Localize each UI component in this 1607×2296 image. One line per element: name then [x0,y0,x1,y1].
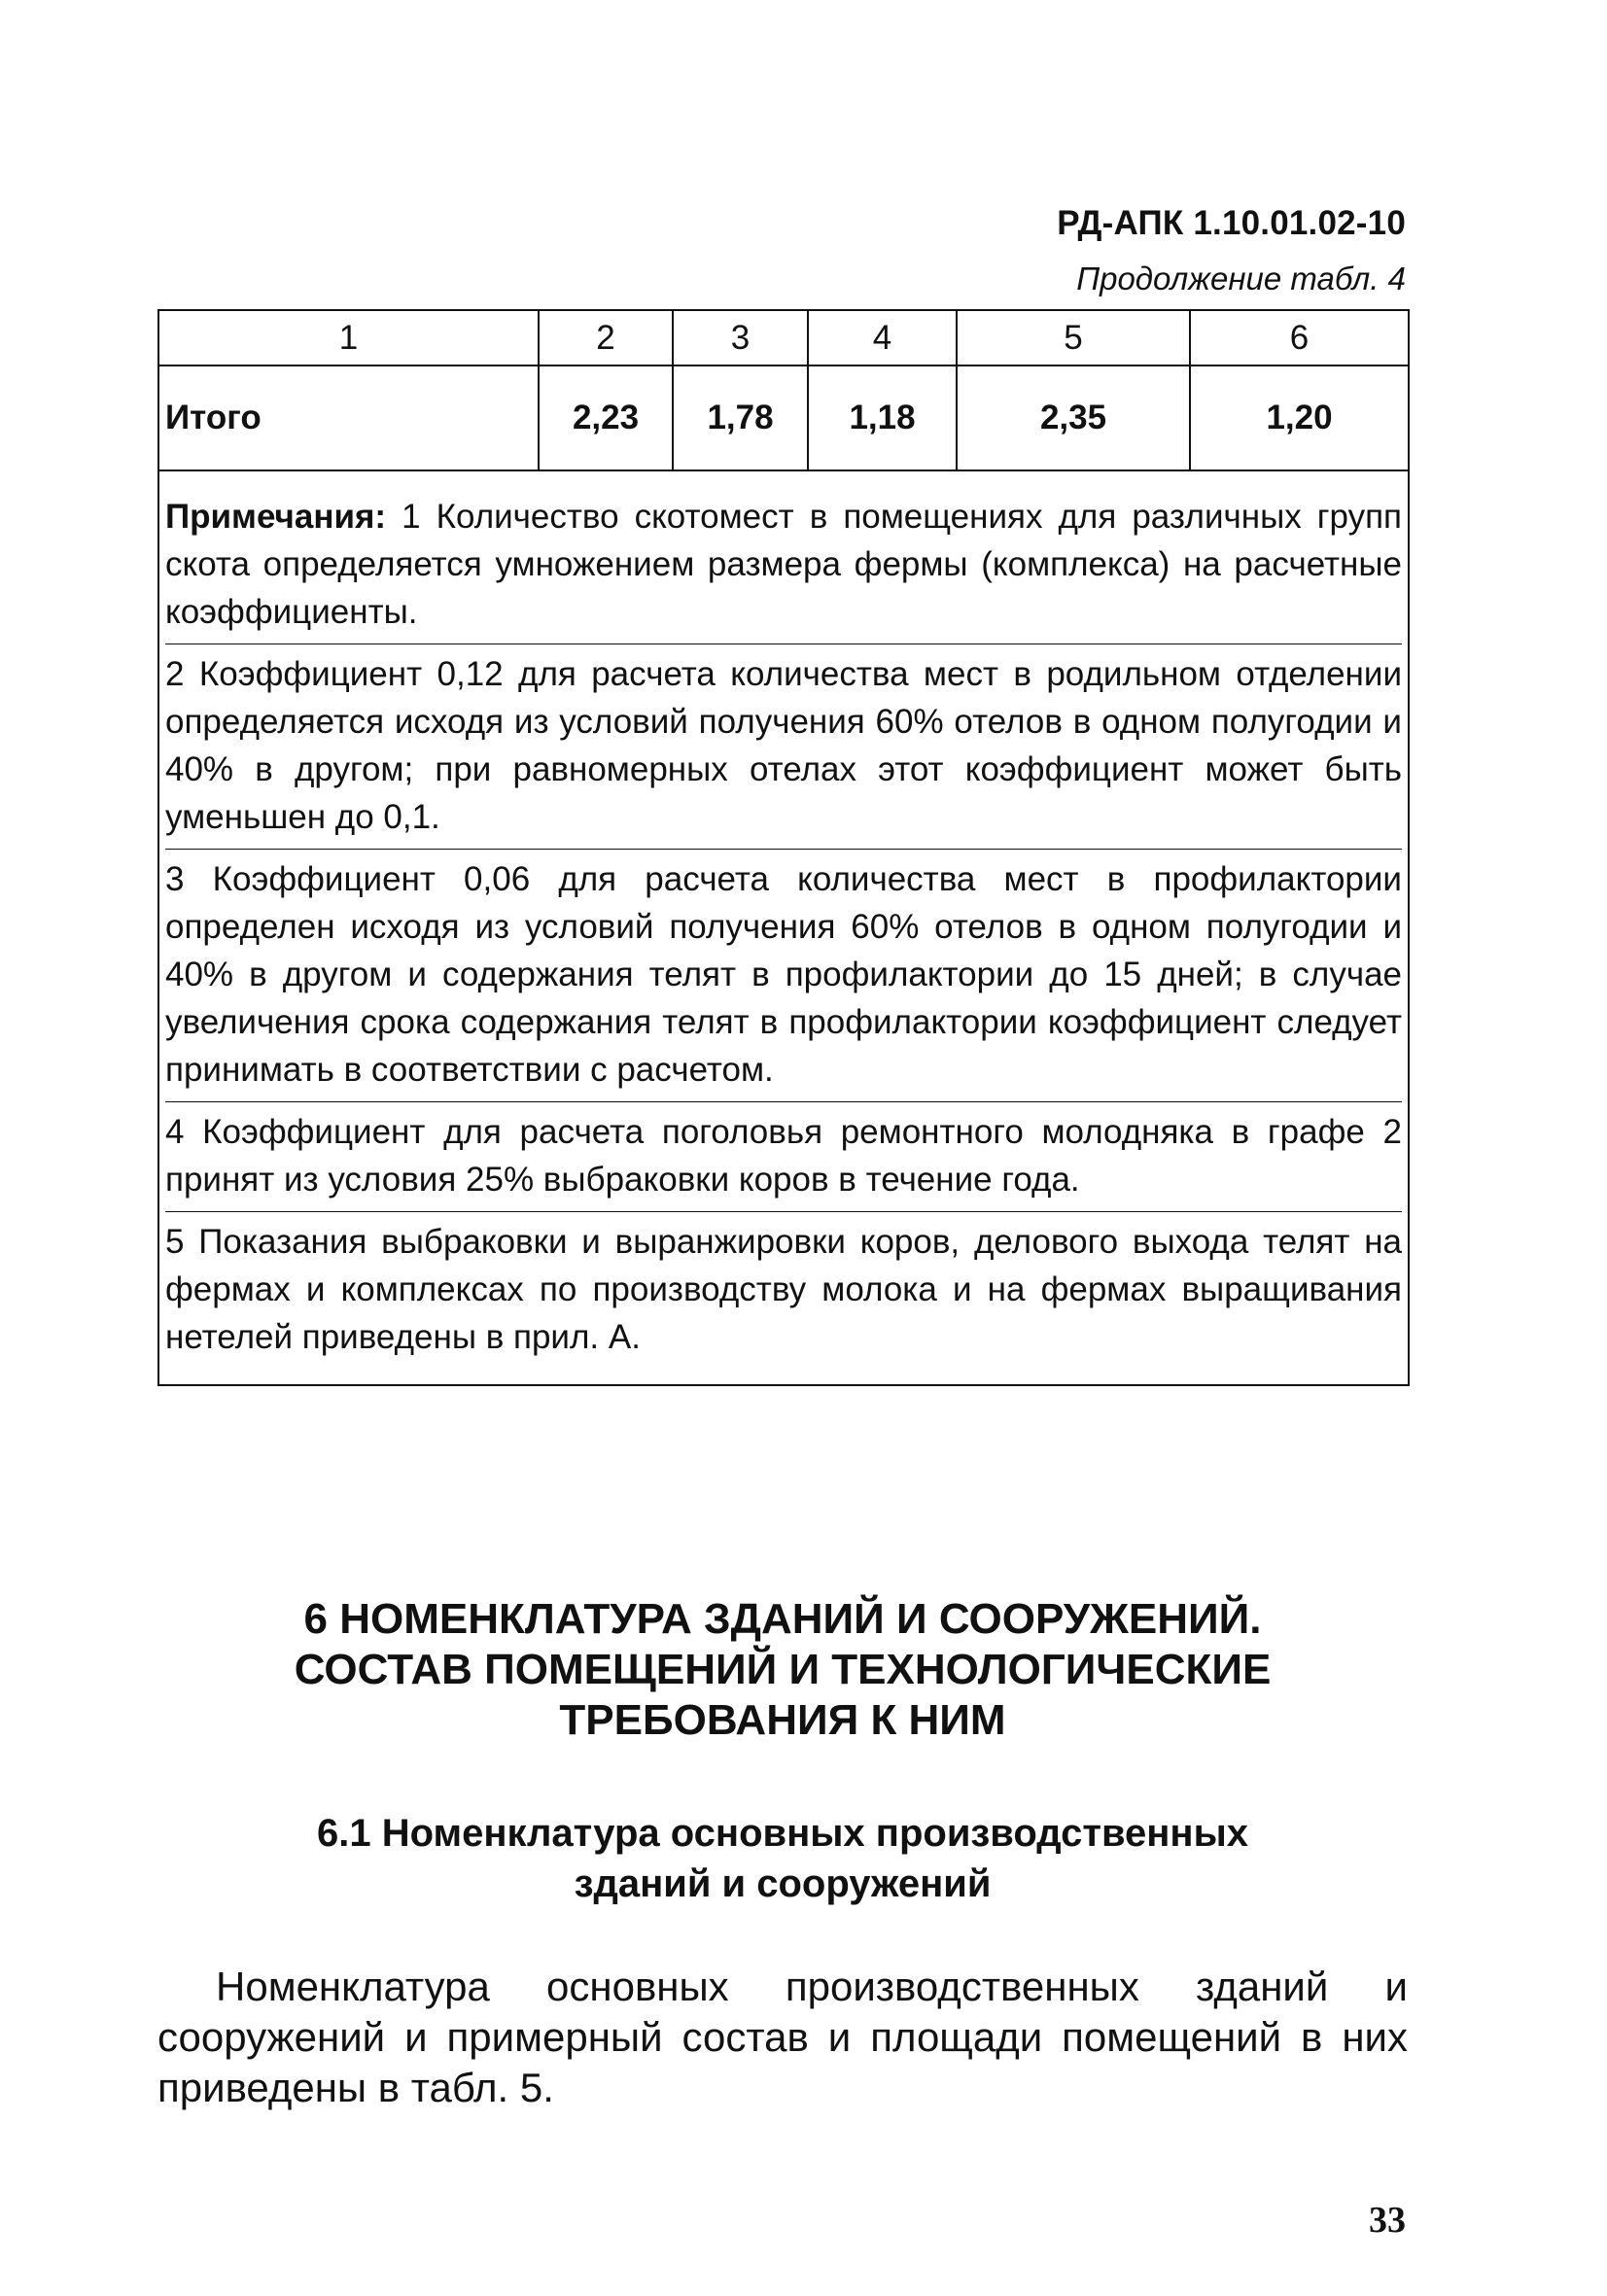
subsection-heading-line: зданий и сооружений [574,1862,992,1905]
total-value: 1,20 [1190,365,1409,470]
column-number: 5 [957,310,1190,365]
total-value: 1,78 [673,365,808,470]
column-number-row [158,310,1409,365]
table-note: 4 Коэффициент для расчета поголовья ремонтного молодняка в графе 2 принят из условия 25% выбраковки коров в течение года. [165,1101,1402,1203]
column-number: 4 [808,310,957,365]
note-text: 1 Количество скотомест в помещениях для различных групп скота определяется умножением размера фермы (комплекса) на расчетные коэффициенты. [165,498,1402,631]
notes-row [158,470,1409,1385]
total-value: 1,18 [808,365,957,470]
notes-cell [158,470,1409,1385]
table-continuation-label: Продолжение табл. 4 [1076,261,1406,296]
section-heading [157,1594,1408,1746]
section-heading-line: 6 НОМЕНКЛАТУРА ЗДАНИЙ И СООРУЖЕНИЙ. [303,1595,1262,1643]
table-note: 2 Коэффициент 0,12 для расчета количества мест в родильном отделении определяется исходя из условий получения 60% отелов в одном полугодии и 40% в другом; при равномерных отелах этот коэффициент может быть уменьшен до 0,1. [165,644,1402,841]
column-number: 6 [1190,310,1409,365]
table-note [165,493,1402,636]
table-note: 3 Коэффициент 0,06 для расчета количества мест в профилактории определен исходя из условий получения 60% отелов в одном полугодии и 40% в другом и содержания телят в профилактории до 15 дней; в случае увеличения срока содержания телят в профилактории коэффициент следует принимать в соответствии с расчетом. [165,849,1402,1094]
column-number: 3 [673,310,808,365]
column-number: 2 [539,310,673,365]
total-value: 2,23 [539,365,673,470]
table-note: 5 Показания выбраковки и выранжировки коров, делового выхода телят на фермах и комплексах по производству молока и на фермах выращивания нетелей приведены в прил. А. [165,1211,1402,1361]
subsection-heading-line: 6.1 Номенклатура основных производственных [317,1812,1248,1855]
section-heading-line: ТРЕБОВАНИЯ К НИМ [559,1696,1006,1744]
total-row [158,365,1409,470]
total-label: Итого [158,365,539,470]
subsection-heading [157,1808,1408,1909]
total-value: 2,35 [957,365,1190,470]
section-heading-line: СОСТАВ ПОМЕЩЕНИЙ И ТЕХНОЛОГИЧЕСКИЕ [294,1646,1272,1693]
page-number: 33 [1369,2200,1406,2241]
column-number: 1 [158,310,539,365]
document-code: РД-АПК 1.10.01.02-10 [1057,204,1406,242]
coefficients-table [157,309,1408,1386]
notes-title: Примечания: [165,498,387,536]
body-paragraph: Номенклатура основных производственных зданий и сооружений и примерный состав и площади помещений в них приведены в табл. 5. [157,1964,1408,2110]
